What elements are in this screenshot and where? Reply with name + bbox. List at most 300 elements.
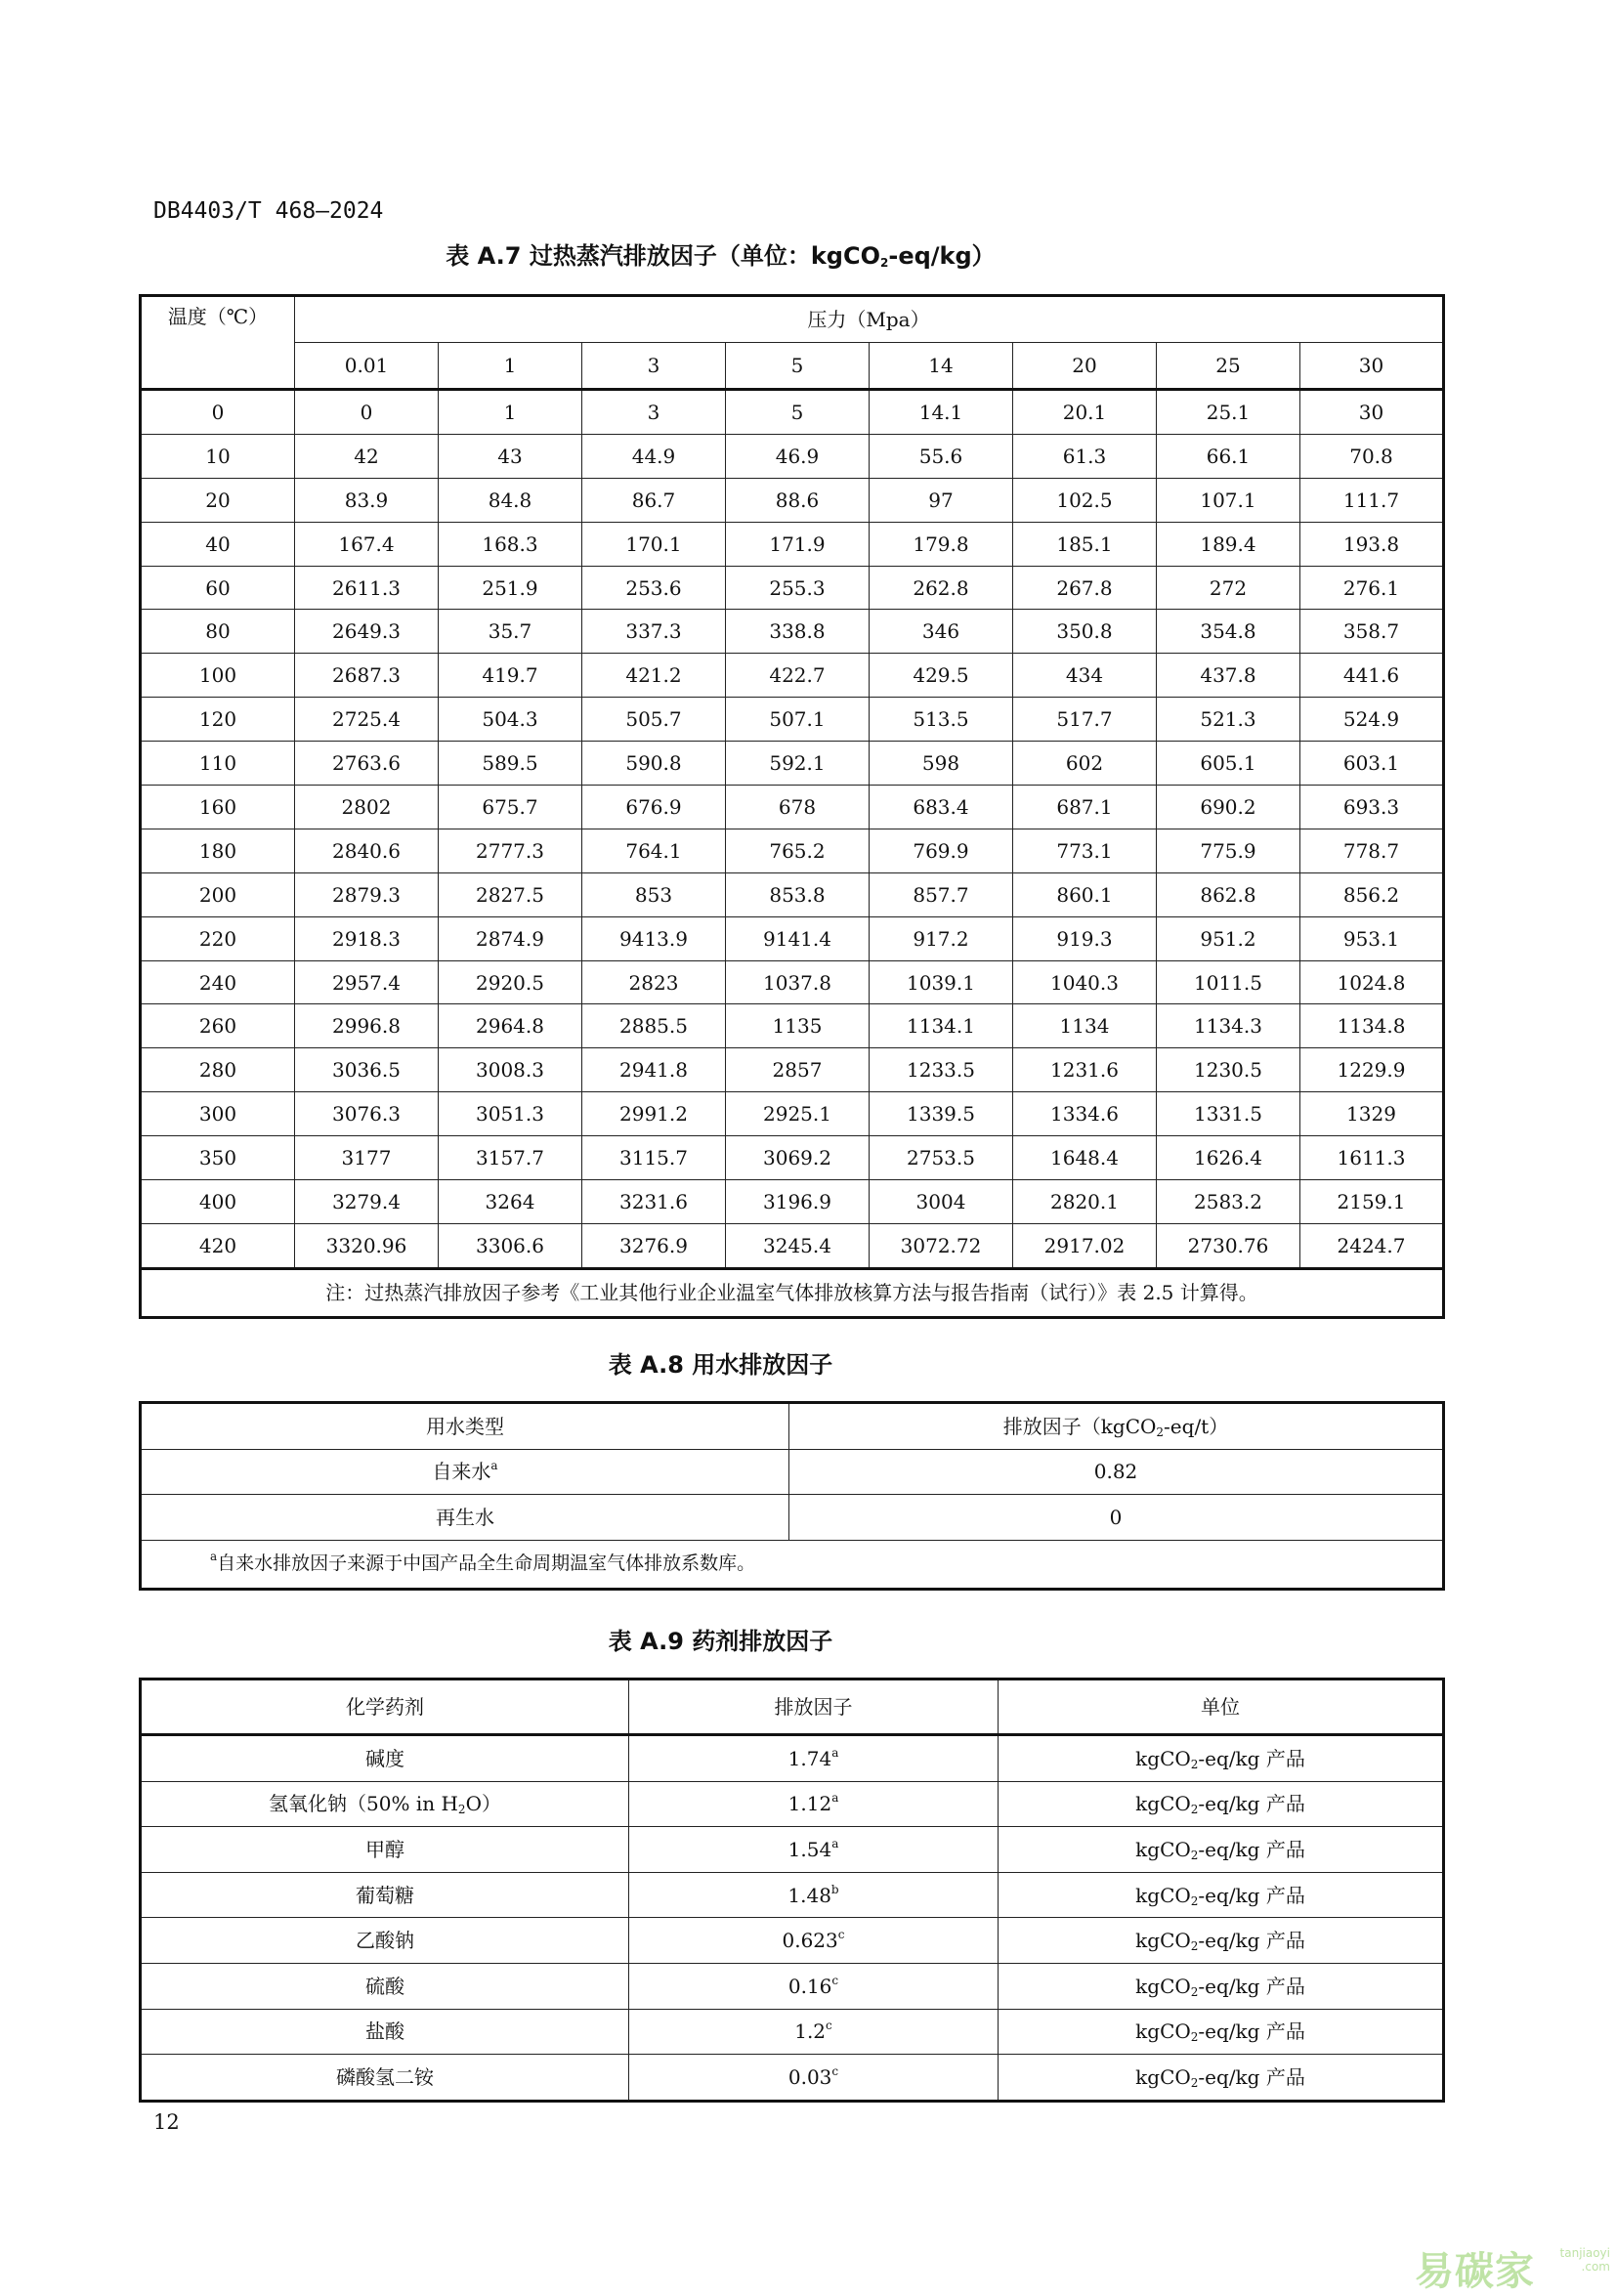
- factor-cell: 3: [582, 390, 726, 435]
- factor-cell: 419.7: [439, 654, 582, 698]
- factor-cell: 2649.3: [295, 610, 439, 654]
- factor-cell: [629, 2009, 999, 2055]
- factor-cell: 1: [439, 390, 582, 435]
- factor-cell: 262.8: [870, 566, 1013, 610]
- unit-b: -eq/kg 产品: [1198, 1837, 1305, 1861]
- factor-cell: 598: [870, 742, 1013, 786]
- factor-cell: [629, 1827, 999, 1873]
- temperature-cell: 10: [141, 434, 295, 478]
- factor-cell: 66.1: [1157, 434, 1300, 478]
- factor-cell: 111.7: [1300, 478, 1444, 522]
- factor-cell: 2583.2: [1157, 1180, 1300, 1224]
- unit-a: kgCO: [1135, 1929, 1191, 1953]
- factor-cell: 42: [295, 434, 439, 478]
- factor-cell: 434: [1013, 654, 1157, 698]
- unit-a: kgCO: [1135, 2020, 1191, 2044]
- chemical-name: 磷酸氢二铵: [336, 2064, 434, 2089]
- factor-cell: 83.9: [295, 478, 439, 522]
- factor-cell: 1334.6: [1013, 1092, 1157, 1136]
- factor-cell: 590.8: [582, 742, 726, 786]
- table-a9-caption: 表 A.9 药剂排放因子: [608, 1628, 833, 1655]
- unit-b: -eq/kg 产品: [1198, 1792, 1305, 1816]
- factor-cell: 3320.96: [295, 1223, 439, 1268]
- factor-cell: 88.6: [726, 478, 870, 522]
- factor-cell: 3004: [870, 1180, 1013, 1224]
- temperature-cell: 60: [141, 566, 295, 610]
- table-row: [141, 1495, 1444, 1541]
- table-row: [141, 654, 1444, 698]
- factor-cell: 43: [439, 434, 582, 478]
- unit-a: kgCO: [1135, 1974, 1191, 1998]
- factor-cell: 1040.3: [1013, 960, 1157, 1004]
- chemical-name-cell: [141, 1963, 629, 2009]
- factor-cell: 683.4: [870, 786, 1013, 829]
- factor-cell: 1648.4: [1013, 1136, 1157, 1180]
- factor-cell: 338.8: [726, 610, 870, 654]
- subscript: 2: [457, 1803, 466, 1817]
- column-header-pressure: 30: [1300, 343, 1444, 390]
- factor-cell: 951.2: [1157, 916, 1300, 960]
- factor-cell: 2941.8: [582, 1048, 726, 1092]
- factor-cell: 421.2: [582, 654, 726, 698]
- table-row: [141, 916, 1444, 960]
- footnote-mark: a: [210, 1550, 218, 1563]
- factor-cell: 346: [870, 610, 1013, 654]
- chemical-name-cell: [141, 1735, 629, 1782]
- unit-a: kgCO: [1135, 1883, 1191, 1907]
- table-row: [141, 1223, 1444, 1268]
- chemical-name: 葡萄糖: [356, 1883, 414, 1907]
- factor-cell: 678: [726, 786, 870, 829]
- column-header-water-type: 用水类型: [141, 1403, 789, 1450]
- column-header-emission-factor: 排放因子: [629, 1679, 999, 1735]
- factor-cell: 86.7: [582, 478, 726, 522]
- table-row: [141, 2055, 1444, 2102]
- water-type-cell: [141, 1449, 789, 1495]
- factor-cell: [629, 1963, 999, 2009]
- factor-cell: 602: [1013, 742, 1157, 786]
- table-row: [141, 1136, 1444, 1180]
- chemical-name-cell: [141, 1781, 629, 1827]
- factor-cell: 170.1: [582, 522, 726, 566]
- factor-cell: [629, 1735, 999, 1782]
- factor-cell: 5: [726, 390, 870, 435]
- factor-cell: 0: [789, 1495, 1444, 1541]
- factor-cell: 1611.3: [1300, 1136, 1444, 1180]
- unit-b: -eq/kg 产品: [1198, 1746, 1305, 1770]
- factor-cell: 764.1: [582, 829, 726, 872]
- table-row: [141, 566, 1444, 610]
- temperature-cell: 200: [141, 872, 295, 916]
- factor-cell: 179.8: [870, 522, 1013, 566]
- factor-cell: 44.9: [582, 434, 726, 478]
- table-row: [141, 1092, 1444, 1136]
- unit-cell: [999, 1918, 1444, 1964]
- factor-cell: 3157.7: [439, 1136, 582, 1180]
- factor-cell: 354.8: [1157, 610, 1300, 654]
- factor-value: 1.2: [794, 2020, 827, 2044]
- table-row: [141, 478, 1444, 522]
- factor-cell: 3245.4: [726, 1223, 870, 1268]
- factor-cell: 2725.4: [295, 698, 439, 742]
- factor-cell: 3051.3: [439, 1092, 582, 1136]
- temperature-cell: 110: [141, 742, 295, 786]
- table-row: [141, 1449, 1444, 1495]
- chemical-name-cell: [141, 1918, 629, 1964]
- factor-cell: 513.5: [870, 698, 1013, 742]
- factor-cell: 2917.02: [1013, 1223, 1157, 1268]
- factor-cell: 919.3: [1013, 916, 1157, 960]
- factor-cell: 778.7: [1300, 829, 1444, 872]
- footnote-mark: c: [837, 1928, 845, 1942]
- row-header-temperature: 温度（℃）: [141, 296, 295, 390]
- table-row: [141, 1963, 1444, 2009]
- column-header-chemical: 化学药剂: [141, 1679, 629, 1735]
- factor-cell: 687.1: [1013, 786, 1157, 829]
- unit-b: -eq/kg 产品: [1198, 1883, 1305, 1907]
- factor-cell: 1039.1: [870, 960, 1013, 1004]
- table-a8-caption: 表 A.8 用水排放因子: [608, 1351, 833, 1379]
- temperature-cell: 420: [141, 1223, 295, 1268]
- factor-cell: 676.9: [582, 786, 726, 829]
- factor-cell: [629, 2055, 999, 2102]
- table-note: 注：过热蒸汽排放因子参考《工业其他行业企业温室气体排放核算方法与报告指南（试行）》表 2.5 计算得。: [141, 1268, 1444, 1317]
- factor-cell: 3072.72: [870, 1223, 1013, 1268]
- factor-cell: 3196.9: [726, 1180, 870, 1224]
- factor-cell: 2777.3: [439, 829, 582, 872]
- table-row: [141, 434, 1444, 478]
- unit-a: kgCO: [1135, 1746, 1191, 1770]
- footnote-mark: a: [490, 1459, 498, 1473]
- factor-cell: 422.7: [726, 654, 870, 698]
- factor-cell: 358.7: [1300, 610, 1444, 654]
- table-row: [141, 1048, 1444, 1092]
- factor-cell: 61.3: [1013, 434, 1157, 478]
- temperature-cell: 300: [141, 1092, 295, 1136]
- factor-cell: 517.7: [1013, 698, 1157, 742]
- footnote-mark: b: [830, 1882, 839, 1896]
- factor-cell: 592.1: [726, 742, 870, 786]
- factor-cell: 251.9: [439, 566, 582, 610]
- factor-cell: 2964.8: [439, 1004, 582, 1048]
- factor-cell: 107.1: [1157, 478, 1300, 522]
- factor-cell: 2991.2: [582, 1092, 726, 1136]
- column-header-pressure: 25: [1157, 343, 1300, 390]
- factor-cell: 429.5: [870, 654, 1013, 698]
- factor-cell: 337.3: [582, 610, 726, 654]
- chemical-name: 甲醇: [365, 1837, 404, 1861]
- temperature-cell: 40: [141, 522, 295, 566]
- table-row: [141, 960, 1444, 1004]
- factor-cell: 3076.3: [295, 1092, 439, 1136]
- factor-cell: 857.7: [870, 872, 1013, 916]
- factor-value: 1.74: [787, 1746, 832, 1770]
- subscript: 2: [1190, 2075, 1199, 2090]
- factor-cell: 2885.5: [582, 1004, 726, 1048]
- factor-cell: 521.3: [1157, 698, 1300, 742]
- table-row: [141, 698, 1444, 742]
- factor-cell: 1329: [1300, 1092, 1444, 1136]
- subscript: 2: [1190, 1848, 1199, 1862]
- factor-cell: 267.8: [1013, 566, 1157, 610]
- table-row: [141, 1004, 1444, 1048]
- table-note-row: [141, 1268, 1444, 1317]
- factor-cell: 2840.6: [295, 829, 439, 872]
- factor-cell: 1134: [1013, 1004, 1157, 1048]
- factor-cell: 253.6: [582, 566, 726, 610]
- factor-cell: 2879.3: [295, 872, 439, 916]
- footnote-mark: a: [831, 1836, 839, 1850]
- temperature-cell: 400: [141, 1180, 295, 1224]
- factor-cell: 97: [870, 478, 1013, 522]
- unit-a: kgCO: [1135, 1837, 1191, 1861]
- unit-cell: [999, 1872, 1444, 1918]
- footnote-mark: a: [831, 1791, 839, 1806]
- factor-cell: 504.3: [439, 698, 582, 742]
- column-header-emission-factor: 排放因子（kgCO$_2$-eq/t）: [789, 1403, 1444, 1450]
- table-a7-caption: 表 A.7 过热蒸汽排放因子（单位：kgCO$_2$-eq/kg）: [446, 242, 996, 270]
- factor-cell: 2763.6: [295, 742, 439, 786]
- factor-cell: 2996.8: [295, 1004, 439, 1048]
- factor-cell: 505.7: [582, 698, 726, 742]
- table-row: [141, 1180, 1444, 1224]
- unit-cell: [999, 1781, 1444, 1827]
- factor-cell: 1011.5: [1157, 960, 1300, 1004]
- water-type: 自来水: [432, 1460, 491, 1484]
- factor-cell: 0.82: [789, 1449, 1444, 1495]
- table-a8: [139, 1401, 1445, 1591]
- table-row: [141, 522, 1444, 566]
- factor-cell: 441.6: [1300, 654, 1444, 698]
- table-row: [141, 1918, 1444, 1964]
- factor-cell: 35.7: [439, 610, 582, 654]
- table-row: [141, 1872, 1444, 1918]
- factor-cell: 953.1: [1300, 916, 1444, 960]
- factor-cell: 9141.4: [726, 916, 870, 960]
- temperature-cell: 280: [141, 1048, 295, 1092]
- factor-cell: 775.9: [1157, 829, 1300, 872]
- note-text: 自来水排放因子来源于中国产品全生命周期温室气体排放系数库。: [217, 1552, 756, 1574]
- factor-cell: 84.8: [439, 478, 582, 522]
- temperature-cell: 80: [141, 610, 295, 654]
- factor-cell: 769.9: [870, 829, 1013, 872]
- factor-cell: 1135: [726, 1004, 870, 1048]
- factor-cell: 862.8: [1157, 872, 1300, 916]
- factor-cell: 2918.3: [295, 916, 439, 960]
- table-row: [141, 610, 1444, 654]
- factor-cell: 3264: [439, 1180, 582, 1224]
- factor-cell: 102.5: [1013, 478, 1157, 522]
- factor-cell: 1024.8: [1300, 960, 1444, 1004]
- factor-cell: 2827.5: [439, 872, 582, 916]
- subscript: 2: [1190, 1803, 1199, 1817]
- factor-cell: 70.8: [1300, 434, 1444, 478]
- factor-cell: 1229.9: [1300, 1048, 1444, 1092]
- factor-cell: 171.9: [726, 522, 870, 566]
- chemical-name: 硫酸: [365, 1974, 404, 1998]
- factor-cell: 773.1: [1013, 829, 1157, 872]
- chemical-name: 碱度: [365, 1746, 404, 1770]
- water-type: 再生水: [436, 1505, 494, 1529]
- table-row: [141, 1781, 1444, 1827]
- temperature-cell: 100: [141, 654, 295, 698]
- factor-cell: 1233.5: [870, 1048, 1013, 1092]
- subscript: 2: [1190, 1984, 1199, 1999]
- factor-cell: 853.8: [726, 872, 870, 916]
- table-a9: [139, 1678, 1445, 2103]
- water-type-cell: [141, 1495, 789, 1541]
- factor-cell: 185.1: [1013, 522, 1157, 566]
- unit-cell: [999, 2055, 1444, 2102]
- factor-cell: 2920.5: [439, 960, 582, 1004]
- temperature-cell: 260: [141, 1004, 295, 1048]
- table-row: [141, 742, 1444, 786]
- temperature-cell: 160: [141, 786, 295, 829]
- factor-cell: 917.2: [870, 916, 1013, 960]
- factor-cell: [629, 1781, 999, 1827]
- table-a7: [139, 294, 1445, 1319]
- chemical-name: 氢氧化钠（50% in H: [269, 1792, 458, 1816]
- factor-cell: 2753.5: [870, 1136, 1013, 1180]
- document-id: DB4403/T 468—2024: [153, 198, 384, 224]
- footnote-mark: c: [831, 1973, 839, 1987]
- factor-cell: 2957.4: [295, 960, 439, 1004]
- factor-cell: 507.1: [726, 698, 870, 742]
- column-header-pressure: 20: [1013, 343, 1157, 390]
- factor-cell: 3069.2: [726, 1136, 870, 1180]
- factor-cell: 437.8: [1157, 654, 1300, 698]
- factor-cell: 167.4: [295, 522, 439, 566]
- chemical-name: 乙酸钠: [356, 1929, 414, 1953]
- unit-cell: [999, 1963, 1444, 2009]
- factor-value: 1.12: [787, 1792, 832, 1816]
- factor-cell: 3177: [295, 1136, 439, 1180]
- column-header-pressure: 14: [870, 343, 1013, 390]
- factor-cell: 2820.1: [1013, 1180, 1157, 1224]
- unit-b: -eq/kg 产品: [1198, 2020, 1305, 2044]
- factor-cell: 1231.6: [1013, 1048, 1157, 1092]
- table-row: [141, 390, 1444, 435]
- factor-cell: 0: [295, 390, 439, 435]
- factor-cell: 1331.5: [1157, 1092, 1300, 1136]
- temperature-cell: 0: [141, 390, 295, 435]
- unit-b: -eq/kg 产品: [1198, 2064, 1305, 2089]
- column-header-pressure: 0.01: [295, 343, 439, 390]
- unit-a: kgCO: [1135, 1792, 1191, 1816]
- page-number: 12: [153, 2110, 180, 2134]
- unit-a: kgCO: [1135, 2064, 1191, 2089]
- factor-cell: 276.1: [1300, 566, 1444, 610]
- table-note-row: [141, 1540, 1444, 1589]
- factor-cell: 272: [1157, 566, 1300, 610]
- chemical-name-cell: [141, 2009, 629, 2055]
- factor-cell: 2424.7: [1300, 1223, 1444, 1268]
- factor-cell: 2874.9: [439, 916, 582, 960]
- table-row: [141, 786, 1444, 829]
- unit-cell: [999, 1827, 1444, 1873]
- factor-cell: 3276.9: [582, 1223, 726, 1268]
- table-row: [141, 2009, 1444, 2055]
- factor-cell: 589.5: [439, 742, 582, 786]
- factor-cell: 3115.7: [582, 1136, 726, 1180]
- temperature-cell: 180: [141, 829, 295, 872]
- column-header-pressure: 3: [582, 343, 726, 390]
- factor-cell: 55.6: [870, 434, 1013, 478]
- factor-cell: 2925.1: [726, 1092, 870, 1136]
- factor-cell: 2611.3: [295, 566, 439, 610]
- column-header-pressure: 5: [726, 343, 870, 390]
- factor-cell: 1230.5: [1157, 1048, 1300, 1092]
- factor-cell: 1626.4: [1157, 1136, 1300, 1180]
- footnote-mark: c: [831, 2063, 839, 2078]
- table-row: [141, 1735, 1444, 1782]
- unit-cell: [999, 1735, 1444, 1782]
- factor-cell: 3036.5: [295, 1048, 439, 1092]
- factor-cell: 1339.5: [870, 1092, 1013, 1136]
- factor-cell: 2687.3: [295, 654, 439, 698]
- factor-cell: 9413.9: [582, 916, 726, 960]
- factor-cell: [629, 1872, 999, 1918]
- chemical-name-cell: [141, 1872, 629, 1918]
- factor-cell: 193.8: [1300, 522, 1444, 566]
- temperature-cell: 20: [141, 478, 295, 522]
- chemical-name: 盐酸: [365, 2020, 404, 2044]
- factor-cell: 856.2: [1300, 872, 1444, 916]
- factor-cell: 1037.8: [726, 960, 870, 1004]
- factor-cell: 690.2: [1157, 786, 1300, 829]
- factor-cell: 2823: [582, 960, 726, 1004]
- chemical-name-cell: [141, 2055, 629, 2102]
- subscript: 2: [1190, 1939, 1199, 1954]
- factor-cell: 25.1: [1157, 390, 1300, 435]
- temperature-cell: 120: [141, 698, 295, 742]
- factor-cell: 675.7: [439, 786, 582, 829]
- factor-cell: 46.9: [726, 434, 870, 478]
- subscript: 2: [1190, 1893, 1199, 1908]
- unit-cell: [999, 2009, 1444, 2055]
- temperature-cell: 220: [141, 916, 295, 960]
- factor-value: 1.54: [787, 1837, 832, 1861]
- factor-value: 1.48: [787, 1883, 831, 1907]
- factor-cell: 2159.1: [1300, 1180, 1444, 1224]
- factor-cell: 3306.6: [439, 1223, 582, 1268]
- factor-cell: 524.9: [1300, 698, 1444, 742]
- column-header-unit: 单位: [999, 1679, 1444, 1735]
- factor-cell: 20.1: [1013, 390, 1157, 435]
- factor-cell: 1134.1: [870, 1004, 1013, 1048]
- factor-cell: [629, 1918, 999, 1964]
- factor-cell: 860.1: [1013, 872, 1157, 916]
- factor-cell: 1134.3: [1157, 1004, 1300, 1048]
- factor-cell: 1134.8: [1300, 1004, 1444, 1048]
- table-row: [141, 872, 1444, 916]
- factor-value: 0.623: [782, 1929, 838, 1953]
- unit-b: -eq/kg 产品: [1198, 1974, 1305, 1998]
- group-header-pressure: 压力（Mpa）: [295, 296, 1444, 343]
- factor-cell: 2857: [726, 1048, 870, 1092]
- subscript: 2: [1190, 2030, 1199, 2045]
- factor-cell: 2730.76: [1157, 1223, 1300, 1268]
- factor-cell: 853: [582, 872, 726, 916]
- factor-cell: 30: [1300, 390, 1444, 435]
- table-row: [141, 1827, 1444, 1873]
- watermark-url: tanjiaoyi .com: [1559, 2246, 1610, 2274]
- factor-cell: 605.1: [1157, 742, 1300, 786]
- factor-cell: 189.4: [1157, 522, 1300, 566]
- subscript: 2: [1190, 1757, 1199, 1771]
- footnote-mark: a: [831, 1745, 839, 1760]
- factor-cell: 3231.6: [582, 1180, 726, 1224]
